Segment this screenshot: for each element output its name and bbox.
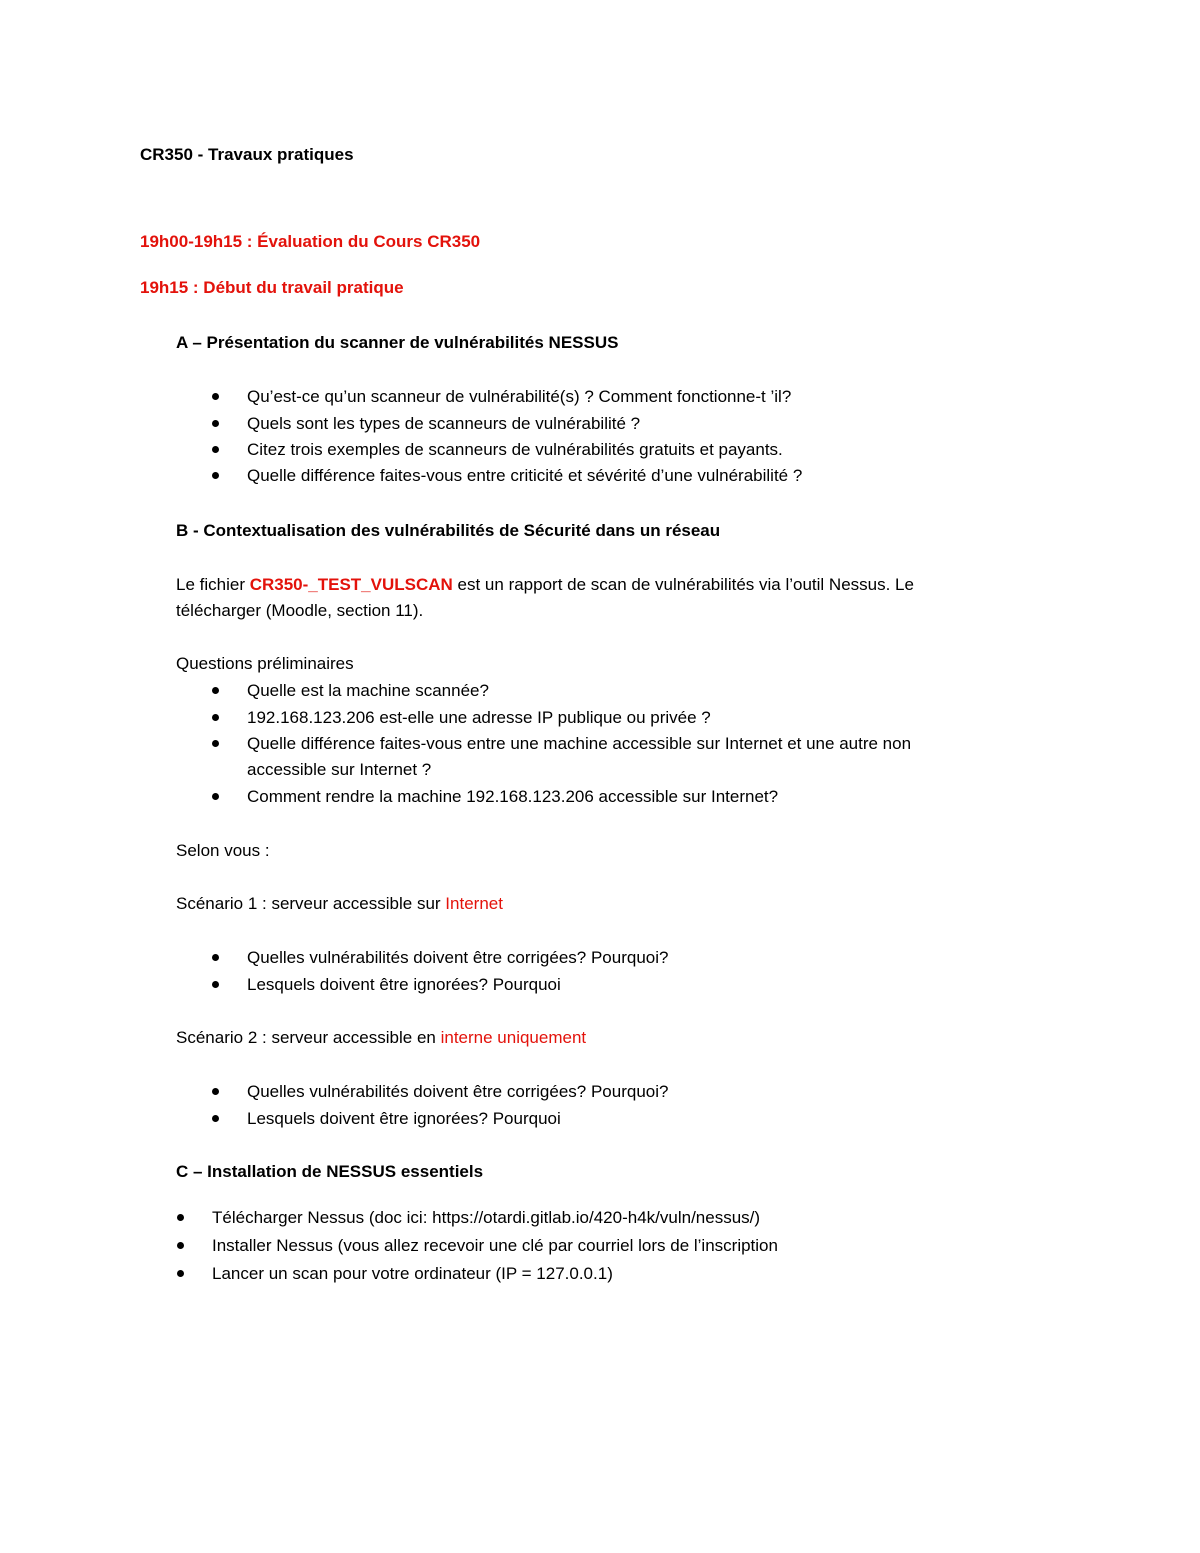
bullet-icon <box>212 981 219 988</box>
intro-text: est un rapport de scan de vulnérabilités via l’outil Nessus. Le <box>452 575 914 594</box>
schedule-start: 19h15 : Début du travail pratique <box>140 278 404 297</box>
scenario-2-item: Lesquels doivent être ignorées? Pourquoi <box>247 1109 561 1128</box>
bullet-icon <box>212 1115 219 1122</box>
bullet-icon <box>212 472 219 479</box>
section-c-item: Télécharger Nessus (doc ici: https://otardi.gitlab.io/420-h4k/vuln/nessus/) <box>212 1208 761 1227</box>
scenario-1-item: Quelles vulnérabilités doivent être corrigées? Pourquoi? <box>247 948 669 967</box>
scenario-1 <box>176 893 503 915</box>
prelim-label: Questions préliminaires <box>176 654 354 673</box>
bullet-icon <box>212 1088 219 1095</box>
section-c-item: Installer Nessus (vous allez recevoir une clé par courriel lors de l’inscription <box>212 1236 778 1255</box>
bullet-icon <box>212 714 219 721</box>
scenario-1-emphasis: Internet <box>445 894 503 913</box>
document-title: CR350 - Travaux pratiques <box>140 145 354 164</box>
bullet-icon <box>212 393 219 400</box>
scenario-2-emphasis: interne uniquement <box>440 1028 587 1047</box>
section-c-heading: C – Installation de NESSUS essentiels <box>176 1162 484 1181</box>
prelim-item: Quelle différence faites-vous entre une machine accessible sur Internet et une autre non <box>247 734 912 753</box>
bullet-icon <box>212 446 219 453</box>
section-b-heading: B - Contextualisation des vulnérabilités de Sécurité dans un réseau <box>176 521 721 540</box>
scenario-1-label: Scénario 1 : serveur accessible sur <box>176 894 446 913</box>
section-a-item: Quelle différence faites-vous entre criticité et sévérité d’une vulnérabilité ? <box>247 466 803 485</box>
bullet-icon <box>212 687 219 694</box>
intro-text: Le fichier <box>176 575 250 594</box>
scenario-2-label: Scénario 2 : serveur accessible en <box>176 1028 441 1047</box>
prelim-item: 192.168.123.206 est-elle une adresse IP publique ou privée ? <box>247 708 711 727</box>
bullet-icon <box>177 1270 184 1277</box>
scenario-1-item: Lesquels doivent être ignorées? Pourquoi <box>247 975 561 994</box>
prelim-item: Comment rendre la machine 192.168.123.206 accessible sur Internet? <box>247 787 779 806</box>
section-a-item: Quels sont les types de scanneurs de vulnérabilité ? <box>247 414 641 433</box>
bullet-icon <box>212 954 219 961</box>
scenario-2-item: Quelles vulnérabilités doivent être corrigées? Pourquoi? <box>247 1082 669 1101</box>
section-b-intro-line2: télécharger (Moodle, section 11). <box>176 601 424 620</box>
bullet-icon <box>212 740 219 747</box>
bullet-icon <box>212 793 219 800</box>
section-a-item: Qu’est-ce qu’un scanneur de vulnérabilité(s) ? Comment fonctionne-t ’il? <box>247 387 792 406</box>
section-a-heading: A – Présentation du scanner de vulnérabilités NESSUS <box>176 333 619 352</box>
section-a-item: Citez trois exemples de scanneurs de vulnérabilités gratuits et payants. <box>247 440 783 459</box>
prelim-item: Quelle est la machine scannée? <box>247 681 489 700</box>
section-c-item: Lancer un scan pour votre ordinateur (IP = 127.0.0.1) <box>212 1264 613 1283</box>
bullet-icon <box>212 420 219 427</box>
report-filename: CR350-_TEST_VULSCAN <box>249 575 453 594</box>
bullet-icon <box>177 1214 184 1221</box>
scenario-2 <box>176 1027 586 1049</box>
bullet-icon <box>177 1242 184 1249</box>
section-b-intro <box>176 574 914 596</box>
schedule-evaluation: 19h00-19h15 : Évaluation du Cours CR350 <box>140 232 481 251</box>
prelim-item-continuation: accessible sur Internet ? <box>247 760 432 779</box>
selon-label: Selon vous : <box>176 841 270 860</box>
